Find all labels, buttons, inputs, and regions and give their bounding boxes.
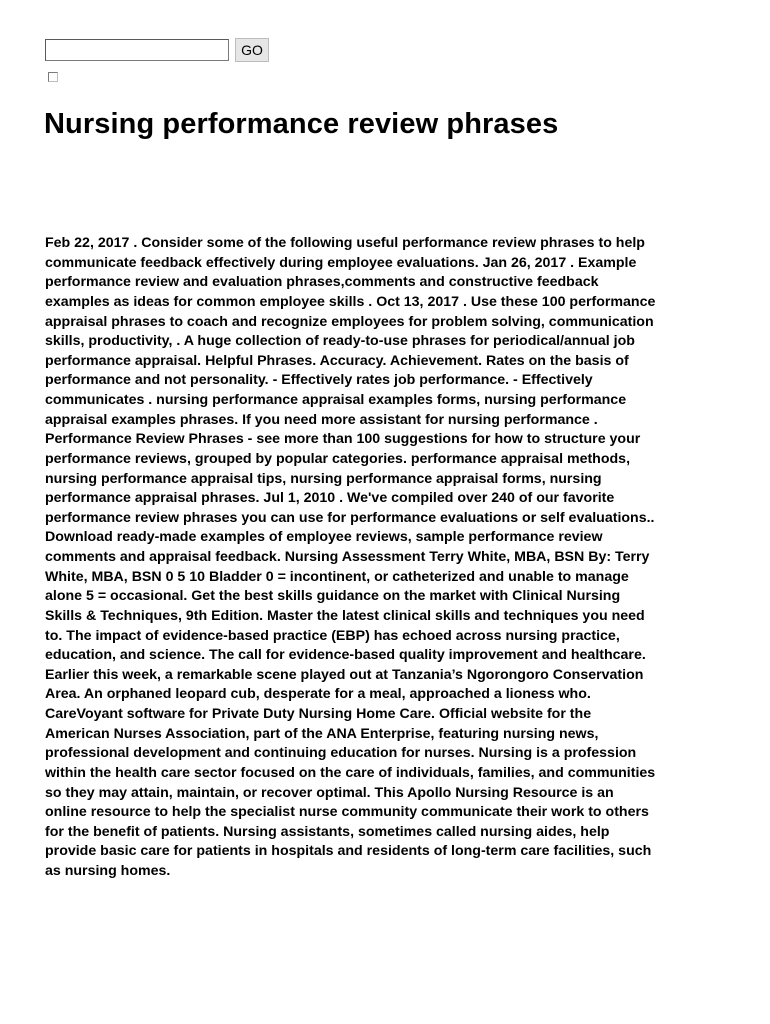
body-text-line: performance and not personality. - Effectively rates job performance. - Effectively — [45, 372, 593, 389]
body-text-line: performance appraisal. Helpful Phrases. Accuracy. Achievement. Rates on the basis of — [45, 352, 629, 369]
body-text-line: communicate feedback effectively during employee evaluations. Jan 26, 2017 . Example — [45, 254, 637, 271]
body-text-line: professional development and continuing education for nurses. Nursing is a profession — [45, 745, 637, 762]
body-text-line: Skills & Techniques, 9th Edition. Master the latest clinical skills and techniques you need — [45, 607, 645, 624]
body-text-line: so they may attain, maintain, or recover optimal. This Apollo Nursing Resource is an — [45, 784, 614, 801]
checkbox[interactable] — [48, 72, 58, 82]
body-text-line: as nursing homes. — [45, 863, 171, 879]
body-text-line: appraisal examples phrases. If you need more assistant for nursing performance . — [45, 411, 598, 428]
go-button[interactable]: GO — [235, 38, 269, 62]
body-text-line: within the health care sector focused on the care of individuals, families, and communities — [45, 764, 656, 781]
page-title: Nursing performance review phrases — [44, 108, 559, 140]
body-text-line: Feb 22, 2017 . Consider some of the following useful performance review phrases to help — [45, 235, 645, 251]
body-text-line: White, MBA, BSN 0 5 10 Bladder 0 = incontinent, or catheterized and unable to manage — [45, 568, 629, 585]
body-text-line: for the benefit of patients. Nursing assistants, sometimes called nursing aides, help — [45, 823, 610, 840]
body-text-line: American Nurses Association, part of the ANA Enterprise, featuring nursing news, — [45, 725, 599, 742]
body-text-line: examples as ideas for common employee skills . Oct 13, 2017 . Use these 100 performance — [45, 293, 656, 310]
body-text-line: performance review phrases you can use for performance evaluations or self evaluations.. — [45, 509, 655, 526]
body-text-line: Performance Review Phrases - see more than 100 suggestions for how to structure your — [45, 431, 641, 448]
body-text-line: appraisal phrases to coach and recognize employees for problem solving, communication — [45, 313, 654, 330]
body-text-line: Earlier this week, a remarkable scene played out at Tanzania’s Ngorongoro Conservation — [45, 666, 644, 683]
search-form — [45, 38, 269, 62]
body-text-line: alone 5 = occasional. Get the best skills guidance on the market with Clinical Nursing — [45, 588, 621, 605]
body-text-line: education, and science. The call for evidence-based quality improvement and healthcare. — [45, 647, 646, 664]
article-body — [45, 234, 726, 882]
body-text-line: performance appraisal phrases. Jul 1, 2010 . We've compiled over 240 of our favorite — [45, 490, 615, 507]
body-text-line: to. The impact of evidence-based practice (EBP) has echoed across nursing practice, — [45, 627, 620, 644]
body-text-line: comments and appraisal feedback. Nursing Assessment Terry White, MBA, BSN By: Terry — [45, 549, 650, 565]
body-text-line: nursing performance appraisal tips, nursing performance appraisal forms, nursing — [45, 470, 602, 487]
body-text-line: online resource to help the specialist nurse community communicate their work to others — [45, 804, 649, 821]
body-text-line: communicates . nursing performance appraisal examples forms, nursing performance — [45, 392, 627, 408]
body-text-line: CareVoyant software for Private Duty Nursing Home Care. Official website for the — [45, 706, 592, 722]
body-text-line: Area. An orphaned leopard cub, desperate for a meal, approached a lioness who. — [45, 686, 591, 703]
search-input[interactable] — [45, 39, 229, 61]
body-text-line: skills, productivity, . A huge collection of ready-to-use phrases for periodical/annual job — [45, 333, 635, 350]
body-text-line: performance review and evaluation phrases,comments and constructive feedback — [45, 274, 599, 291]
body-text-line: performance reviews, grouped by popular categories. performance appraisal methods, — [45, 450, 631, 467]
body-text-line: provide basic care for patients in hospitals and residents of long-term care facilities, such — [45, 843, 652, 860]
body-text-line: Download ready-made examples of employee reviews, sample performance review — [45, 529, 603, 546]
